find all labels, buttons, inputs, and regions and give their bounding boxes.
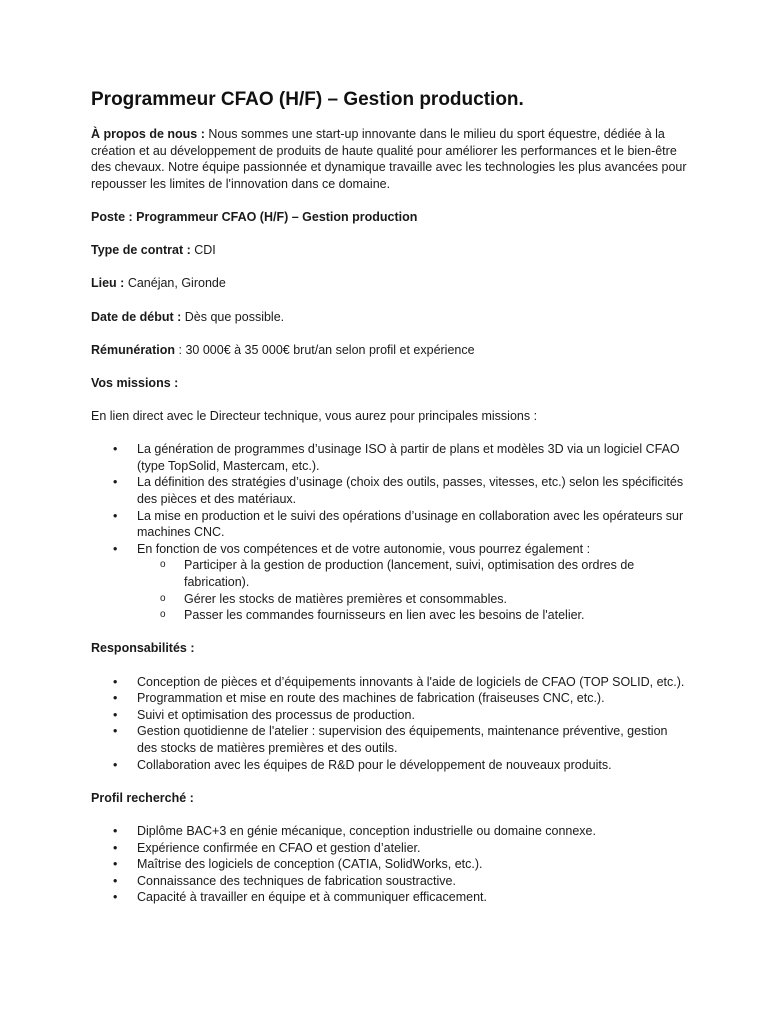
missions-list <box>91 441 691 624</box>
contrat-label: Type de contrat : <box>91 243 191 258</box>
missions-intro: En lien direct avec le Directeur technique, vous aurez pour principales missions : <box>91 409 538 424</box>
responsabilites-heading <box>91 640 691 657</box>
circle-bullet-icon: o <box>160 592 166 604</box>
remuneration-value: : 30 000€ à 35 000€ brut/an selon profil et expérience <box>175 342 475 357</box>
lieu-value: Canéjan, Gironde <box>124 276 226 291</box>
list-item-text: La mise en production et le suivi des opérations d’usinage en collaboration avec les opérateurs sur machines CNC. <box>137 508 684 540</box>
list-item-text: Maîtrise des logiciels de conception (CATIA, SolidWorks, etc.). <box>137 857 483 872</box>
profil-heading-text: Profil recherché : <box>91 790 194 805</box>
bullet-icon: • <box>113 508 118 523</box>
bullet-icon: • <box>113 442 118 457</box>
lieu-label: Lieu : <box>91 276 125 291</box>
list-item <box>91 707 691 724</box>
sublist-item-text: Participer à la gestion de production (lancement, suivi, optimisation des ordres de fabrication). <box>184 558 635 590</box>
debut-label: Date de début : <box>91 309 182 324</box>
remuneration-label: Rémunération <box>91 342 176 357</box>
bullet-icon: • <box>113 707 118 722</box>
sublist-item-text: Passer les commandes fournisseurs en lien avec les besoins de l'atelier. <box>184 608 585 623</box>
debut-value: Dès que possible. <box>181 309 285 324</box>
about-label: À propos de nous : <box>91 127 205 141</box>
list-item-text: Conception de pièces et d’équipements innovants à l'aide de logiciels de CFAO (TOP SOLID, etc.). <box>137 674 685 689</box>
missions-heading <box>91 375 691 392</box>
missions-sublist <box>137 557 691 623</box>
list-item <box>91 474 691 507</box>
list-item <box>91 441 691 474</box>
list-item <box>91 889 691 906</box>
list-item <box>91 840 691 857</box>
list-item <box>91 873 691 890</box>
document-page <box>91 88 691 923</box>
bullet-icon: • <box>113 890 118 905</box>
profil-heading <box>91 790 691 807</box>
page-title: Programmeur CFAO (H/F) – Gestion production. <box>91 89 524 110</box>
responsabilites-heading-text: Responsabilités : <box>91 641 195 656</box>
bullet-icon: • <box>113 674 118 689</box>
bullet-icon: • <box>113 691 118 706</box>
bullet-icon: • <box>113 541 118 556</box>
sublist-item <box>91 591 691 608</box>
list-item <box>91 690 691 707</box>
contrat-value: CDI <box>190 243 216 258</box>
sublist-item-text: Gérer les stocks de matières premières et consommables. <box>184 591 508 606</box>
list-item <box>91 723 691 756</box>
about-paragraph <box>91 126 691 192</box>
bullet-icon: • <box>113 857 118 872</box>
responsabilites-list <box>91 674 691 774</box>
bullet-icon: • <box>113 823 118 838</box>
list-item-text: Capacité à travailler en équipe et à communiquer efficacement. <box>137 890 487 905</box>
profil-list <box>91 823 691 906</box>
list-item <box>91 856 691 873</box>
debut-line <box>91 309 691 326</box>
sublist-item <box>91 607 691 624</box>
list-item <box>91 674 691 691</box>
list-item-text: Connaissance des techniques de fabrication soustractive. <box>137 873 456 888</box>
bullet-icon: • <box>113 724 118 739</box>
contrat-line <box>91 242 691 259</box>
list-item-text: Suivi et optimisation des processus de production. <box>137 707 415 722</box>
bullet-icon: • <box>113 873 118 888</box>
list-item-text: Collaboration avec les équipes de R&D pour le développement de nouveaux produits. <box>137 757 612 772</box>
bullet-icon: • <box>113 757 118 772</box>
bullet-icon: • <box>113 840 118 855</box>
list-item-text: Expérience confirmée en CFAO et gestion d’atelier. <box>137 840 421 855</box>
missions-heading-text: Vos missions : <box>91 375 179 390</box>
bullet-icon: • <box>113 475 118 490</box>
poste-text: Poste : Programmeur CFAO (H/F) – Gestion production <box>91 209 418 224</box>
list-item <box>91 757 691 774</box>
list-item-text: La génération de programmes d’usinage ISO à partir de plans et modèles 3D via un logiciel CFAO (type TopSolid, Mastercam, etc.). <box>137 442 680 473</box>
circle-bullet-icon: o <box>160 559 166 571</box>
list-item-text: La définition des stratégies d’usinage (choix des outils, passes, vitesses, etc.) selon les spécificités des pièces et des matériaux. <box>137 475 684 507</box>
poste-line <box>91 209 691 226</box>
lieu-line <box>91 275 691 292</box>
list-item <box>91 508 691 541</box>
circle-bullet-icon: o <box>160 609 166 621</box>
sublist-item <box>91 557 691 590</box>
list-item-text: Gestion quotidienne de l'atelier : supervision des équipements, maintenance préventive, gestion des stocks de matières premières et des outils. <box>137 724 668 755</box>
list-item-text: Diplôme BAC+3 en génie mécanique, conception industrielle ou domaine connexe. <box>137 823 596 838</box>
remuneration-line <box>91 342 691 359</box>
list-item <box>91 823 691 840</box>
list-item-text: Programmation et mise en route des machines de fabrication (fraiseuses CNC, etc.). <box>137 691 605 706</box>
list-item-text: En fonction de vos compétences et de votre autonomie, vous pourrez également : <box>137 541 591 556</box>
list-item <box>91 541 691 624</box>
about-text: Nous sommes une start-up innovante dans le milieu du sport équestre, dédiée à la création et au développement de produits de haute qualité pour améliorer les performances et le bien-être des chevaux. Notre équipe passionnée et dynamique travaille avec les technologies les plus avancées pour repousser les limites de l'innovation dans ce domaine. <box>91 127 687 191</box>
